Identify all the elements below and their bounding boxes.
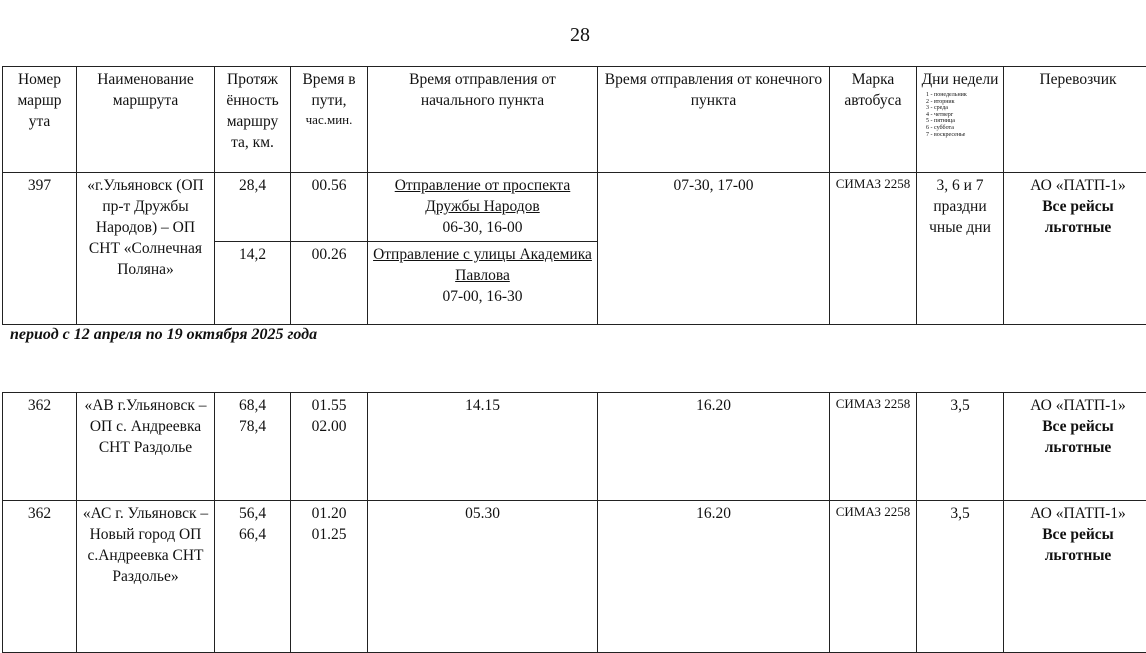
days-legend-item: 6 - суббота: [926, 124, 954, 131]
carrier-name: АО «ПАТП-1»: [1030, 397, 1126, 414]
travel-time-unit: час.мин.: [305, 112, 353, 127]
departure-start-label: Отправление от проспекта Дружбы Народов: [394, 177, 571, 215]
days: 3,5: [917, 501, 1004, 653]
table-row: [3, 173, 1146, 242]
route-length: 28,4: [215, 173, 291, 242]
carrier-note: Все рейсы льготные: [1042, 418, 1114, 456]
header-departure-start: Время отправления от начального пункта: [368, 67, 598, 173]
table-row: [3, 393, 1146, 501]
days-legend-item: 7 - воскресенье: [926, 131, 966, 138]
carrier-name: АО «ПАТП-1»: [1030, 505, 1126, 522]
carrier-cell: [1004, 173, 1146, 325]
route-number: 397: [3, 173, 77, 325]
departure-end: 16.20: [598, 393, 830, 501]
route-name: «г.Ульяновск (ОП пр-т Дружбы Народов) – ОП СНТ «Солнечная Поляна»: [77, 173, 215, 325]
days-legend: [920, 92, 1000, 138]
header-days: [917, 67, 1004, 173]
bus-brand: СИМАЗ 2258: [830, 393, 917, 501]
route-length: 56,4 66,4: [215, 501, 291, 653]
departure-start-label: Отправление с улицы Академика Павлова: [373, 246, 592, 284]
route-length: 14,2: [215, 242, 291, 325]
header-bus-brand: Марка автобуса: [830, 67, 917, 173]
bus-brand: СИМАЗ 2258: [830, 173, 917, 325]
route-number: 362: [3, 501, 77, 653]
departure-start-cell: [368, 242, 598, 325]
header-carrier: Перевозчик: [1004, 67, 1146, 173]
route-name: «АС г. Ульяновск – Новый город ОП с.Андреевка СНТ Раздолье»: [77, 501, 215, 653]
route-length: 68,4 78,4: [215, 393, 291, 501]
route-time: 01.20 01.25: [291, 501, 368, 653]
header-departure-end: Время отправления от конечного пункта: [598, 67, 830, 173]
header-travel-time: [291, 67, 368, 173]
route-time: 00.56: [291, 173, 368, 242]
route-number: 362: [3, 393, 77, 501]
schedule-table-bottom: [2, 392, 1146, 653]
header-route-name: Наименование маршрута: [77, 67, 215, 173]
days: 3,5: [917, 393, 1004, 501]
route-time: 01.55 02.00: [291, 393, 368, 501]
departure-end: 16.20: [598, 501, 830, 653]
travel-time-title: Время в пути,: [302, 71, 356, 109]
bus-brand: СИМАЗ 2258: [830, 501, 917, 653]
days-legend-item: 4 - четверг: [926, 111, 954, 118]
days-legend-item: 1 - понедельник: [926, 92, 967, 98]
carrier-cell: [1004, 393, 1146, 501]
carrier-name: АО «ПАТП-1»: [1030, 177, 1126, 194]
days-legend-item: 2 - вторник: [926, 98, 955, 105]
route-time: 00.26: [291, 242, 368, 325]
days-title: Дни недели: [921, 71, 999, 88]
schedule-table-top: [2, 66, 1146, 325]
departure-end: 07-30, 17-00: [598, 173, 830, 325]
period-note: период с 12 апреля по 19 октября 2025 года: [10, 326, 318, 343]
carrier-note: Все рейсы льготные: [1042, 198, 1114, 236]
days-legend-item: 3 - среда: [926, 105, 948, 112]
departure-start: 05.30: [368, 501, 598, 653]
page-number: 28: [570, 24, 590, 46]
days: 3, 6 и 7 праздни чные дни: [917, 173, 1004, 325]
header-row: [3, 67, 1146, 173]
departure-start-times: 06-30, 16-00: [442, 219, 523, 236]
departure-start: 14.15: [368, 393, 598, 501]
table-row: [3, 501, 1146, 653]
carrier-cell: [1004, 501, 1146, 653]
departure-start-times: 07-00, 16-30: [442, 288, 523, 305]
departure-start-cell: [368, 173, 598, 242]
header-length: Протяж ённость маршру та, км.: [215, 67, 291, 173]
carrier-note: Все рейсы льготные: [1042, 526, 1114, 564]
days-legend-item: 5 - пятница: [926, 118, 955, 125]
header-route-number: Номер маршр ута: [3, 67, 77, 173]
route-name: «АВ г.Ульяновск – ОП с. Андреевка СНТ Раздолье: [77, 393, 215, 501]
